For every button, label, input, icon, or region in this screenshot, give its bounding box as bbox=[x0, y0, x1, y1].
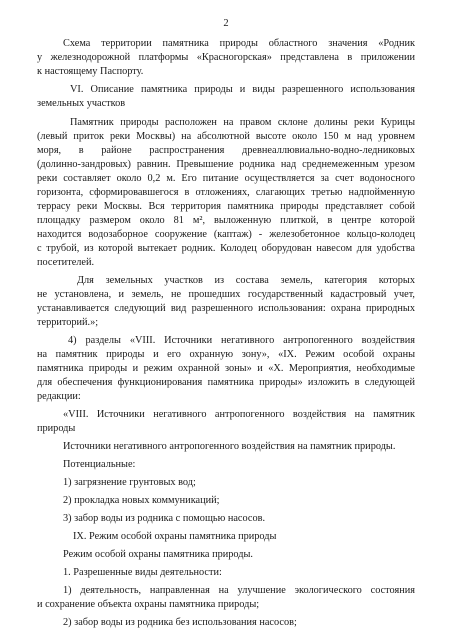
paragraph-line: у железнодорожной платформы «Красногорская» представлена в приложении bbox=[37, 52, 415, 63]
paragraph-line: Схема территории памятника природы областного значения «Родник bbox=[63, 38, 415, 49]
paragraph-line: 4) разделы «VIII. Источники негативного антропогенного воздействия bbox=[68, 335, 415, 346]
page-number: 2 bbox=[223, 18, 229, 29]
paragraph-line: террасу реки Москвы. Вся территория памятника природы представляет собой bbox=[37, 201, 415, 212]
paragraph-line: Режим особой охраны памятника природы. bbox=[63, 549, 253, 560]
paragraph-line: устанавливается следующий вид разрешенного использования: охрана природных bbox=[37, 303, 415, 314]
paragraph-line: территорий.»; bbox=[37, 317, 99, 328]
paragraph-line: посетителей. bbox=[37, 257, 95, 268]
paragraph-line: горизонта, сформировавшегося в отложениях, слагающих третью надпойменную bbox=[37, 187, 415, 198]
section-heading-line: IX. Режим особой охраны памятника природы bbox=[73, 531, 277, 542]
paragraph-line: 1. Разрешенные виды деятельности: bbox=[63, 567, 222, 578]
section-heading-line: природы bbox=[37, 423, 76, 434]
paragraph-line: памятника природы и режим охранной зоны» и «X. Мероприятия, необходимые bbox=[37, 363, 415, 374]
section-heading-line: «VIII. Источники негативного антропогенного воздействия на памятник bbox=[63, 409, 415, 420]
paragraph-line: находится водозаборное сооружение (каптаж) - железобетонное кольцо-колодец bbox=[37, 229, 415, 240]
paragraph-line: редакции: bbox=[37, 391, 81, 402]
paragraph-line: реки составляет около 0,2 м. Его питание осуществляется за счет водоносного bbox=[37, 173, 415, 184]
list-item: 2) прокладка новых коммуникаций; bbox=[63, 495, 220, 506]
paragraph-line: Источники негативного антропогенного воздействия на памятник природы. bbox=[63, 441, 396, 452]
paragraph-line: моря, в районе распространения древнеаллювиально-водно-ледниковых bbox=[37, 145, 415, 156]
section-heading-line: земельных участков bbox=[37, 98, 126, 109]
list-item: 3) забор воды из родника с помощью насосов. bbox=[63, 513, 266, 524]
paragraph-line: для обеспечения функционирования памятника природы» изложить в следующей bbox=[37, 377, 415, 388]
paragraph-line: Потенциальные: bbox=[63, 459, 136, 470]
paragraph-line: Памятник природы расположен на правом склоне долины реки Курицы bbox=[70, 117, 415, 128]
list-item: и сохранение объекта охраны памятника природы; bbox=[37, 599, 260, 610]
paragraph-line: не установлена, и земель, не прошедших государственный кадастровый учет, bbox=[37, 289, 415, 300]
list-item: 2) забор воды из родника без использования насосов; bbox=[63, 617, 297, 628]
paragraph-line: с трубой, из которой вытекает родник. Колодец оборудован навесом для удобства bbox=[37, 243, 415, 254]
section-heading-line: VI. Описание памятника природы и виды разрешенного использования bbox=[70, 84, 415, 95]
paragraph-line: площадку размером около 81 м², выложенную плиткой, в центре которой bbox=[37, 215, 415, 226]
list-item: 1) деятельность, направленная на улучшение экологического состояния bbox=[63, 585, 415, 596]
paragraph-line: к настоящему Паспорту. bbox=[37, 66, 144, 77]
paragraph-line: Для земельных участков из состава земель, категория которых bbox=[77, 275, 415, 286]
paragraph-line: (левый приток реки Москвы) на абсолютной высоте около 150 м над уровнем bbox=[37, 131, 415, 142]
paragraph-line: (долинно-зандровых) равнин. Превышение родника над среднемеженным урезом bbox=[37, 159, 415, 170]
paragraph-line: на памятник природы и его охранную зону», «IX. Режим особой охраны bbox=[37, 349, 415, 360]
list-item: 1) загрязнение грунтовых вод; bbox=[63, 477, 196, 488]
